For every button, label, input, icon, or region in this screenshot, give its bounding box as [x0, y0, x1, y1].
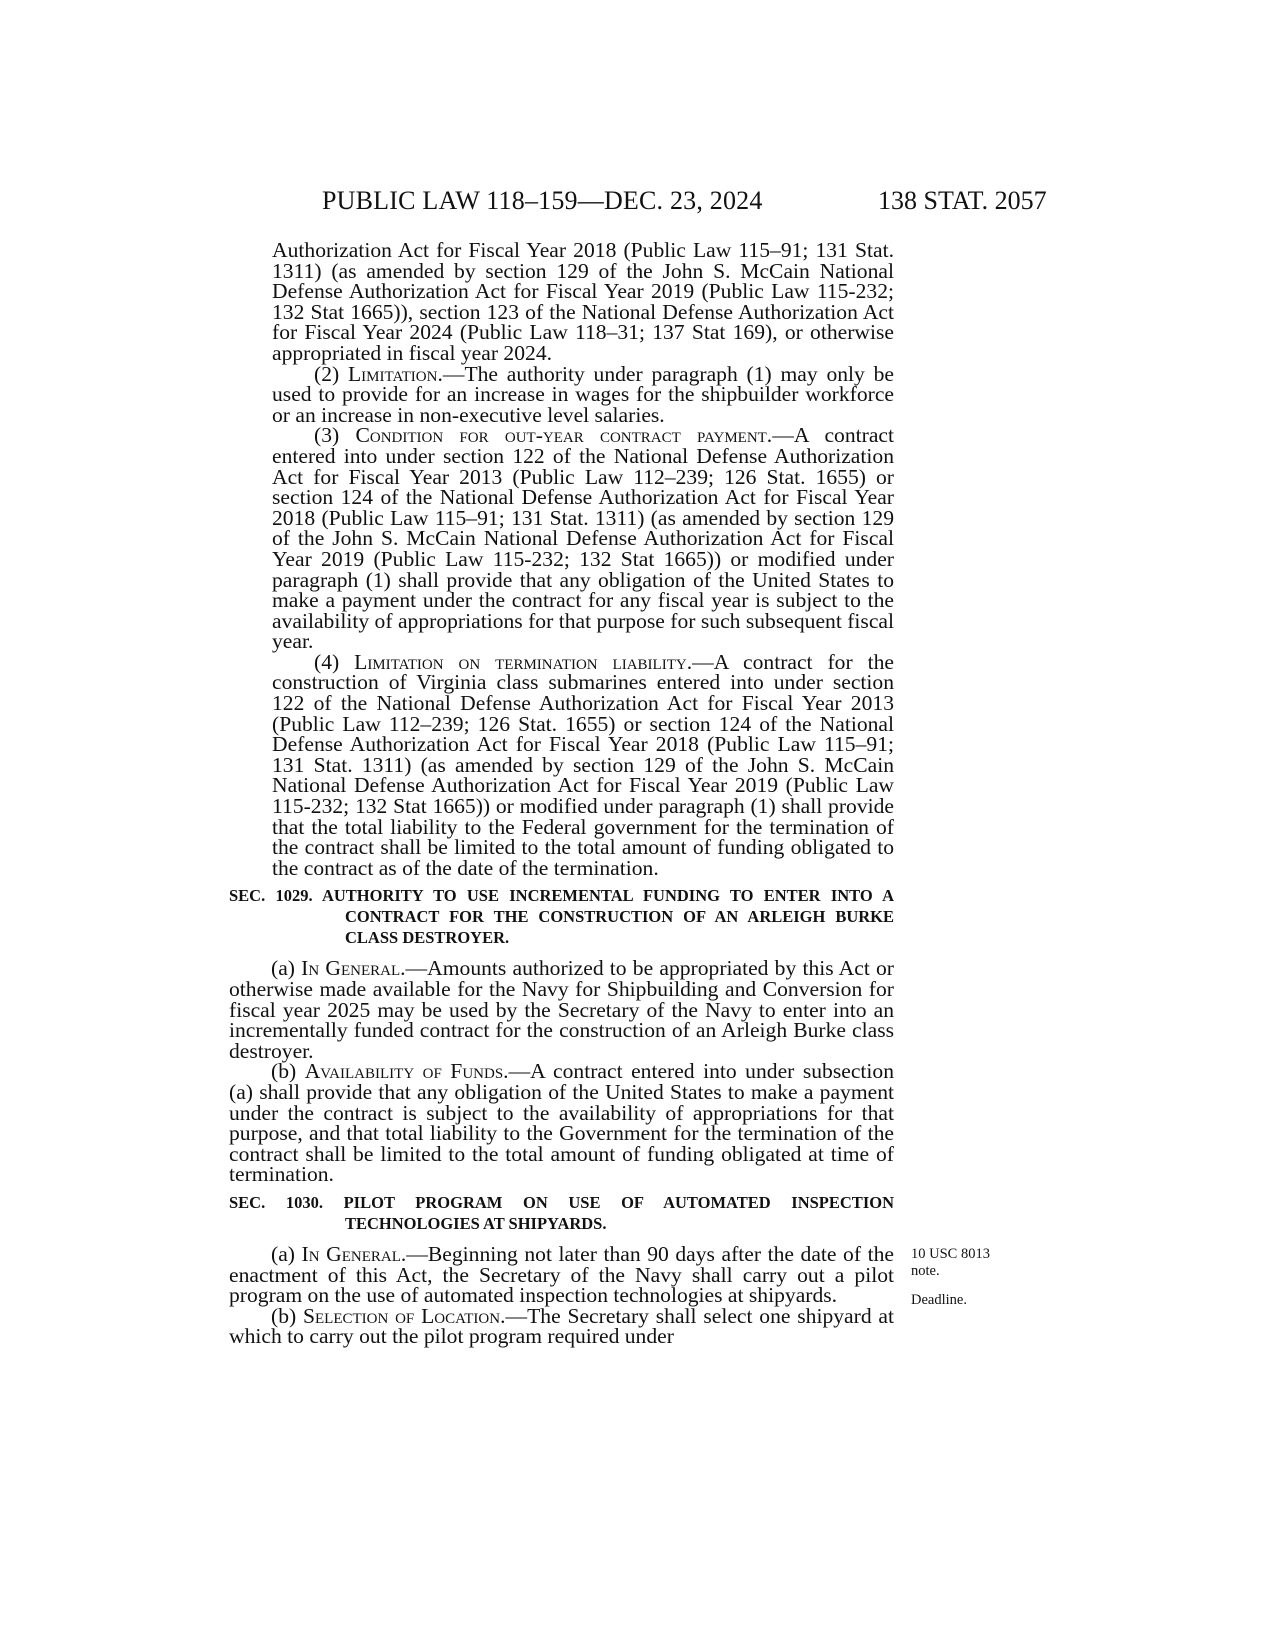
section-1029-a-text: —Amounts authorized to be appropriated by this Act or otherwise made available for the Navy for Shipbuilding and Conversion for fiscal year 2025 may be used by the Secretary of the Navy to enter into an incrementally funded contract for the construction of an Arleigh Burke class destroyer.	[229, 956, 894, 1063]
paragraph-3	[229, 425, 894, 652]
running-head-title: PUBLIC LAW 118–159—DEC. 23, 2024	[322, 186, 763, 215]
section-1029-a-heading: In General.	[301, 956, 406, 981]
paragraph-3-number: (3)	[314, 423, 340, 448]
deadline-note: Deadline.	[911, 1292, 967, 1308]
section-1030-b-heading: Selection of Location.	[302, 1303, 506, 1328]
page-header	[0, 186, 1275, 222]
page-body	[229, 240, 894, 1347]
section-1030-b-number: (b)	[271, 1303, 297, 1328]
paragraph-3-heading: Condition for out-year contract payment.	[355, 423, 773, 448]
section-1030-subsection-a	[229, 1241, 894, 1308]
continuation-paragraph: Authorization Act for Fiscal Year 2018 (Public Law 115–91; 131 Stat. 1311) (as amended by section 129 of the John S. McCain National Defense Authorization Act for Fiscal Year 2019 (Public Law 115-232; 132 Stat 1665)), section 123 of the National Defense Authorization Act for Fiscal Year 2024 (Public Law 118–31; 137 Stat 169), or otherwise appropriated in fiscal year 2024.	[272, 238, 894, 365]
usc-citation-note	[911, 1246, 1021, 1280]
section-1030-a-heading: In General.	[301, 1241, 407, 1266]
section-1029-b-number: (b)	[271, 1059, 297, 1084]
paragraph-3-text: —A contract entered into under section 122 of the National Defense Authorization Act for Fiscal Year 2013 (Public Law 112–239; 126 Stat. 1655) or section 124 of the National Defense Authorization Act for Fiscal Year 2018 (Public Law 115–91; 131 Stat. 1311) (as amended by section 129 of the John S. McCain National Defense Authorization Act for Fiscal Year 2019 (Public Law 115-232; 132 Stat 1665)) or modified under paragraph (1) shall provide that any obligation of the United States to make a payment under the contract for any fiscal year is subject to the availability of appropriations for that purpose for such subsequent fiscal year.	[272, 423, 895, 654]
section-1029-a-number: (a)	[271, 956, 295, 981]
section-1029-subsection-a	[229, 958, 894, 1061]
usc-citation-line-2: note.	[911, 1263, 940, 1279]
section-1029-b-text: —A contract entered into under subsection (a) shall provide that any obligation of the United States to make a payment under the contract is subject to the availability of appropriations for that purpose, and that total liability to the Government for the termination of the contract shall be limited to the total amount of funding obligated at time of termination.	[229, 1059, 894, 1187]
section-1030-a-number: (a)	[271, 1241, 295, 1266]
section-1029-heading: SEC. 1029. AUTHORITY TO USE INCREMENTAL FUNDING TO ENTER INTO A CONTRACT FOR THE CONSTRUCTION OF AN ARLEIGH BURKE CLASS DESTROYER.	[229, 886, 894, 948]
usc-citation-line-1: 10 USC 8013	[911, 1246, 990, 1262]
paragraph-2-number: (2)	[314, 361, 340, 386]
section-1030-heading: SEC. 1030. PILOT PROGRAM ON USE OF AUTOMATED INSPECTION TECHNOLOGIES AT SHIPYARDS.	[229, 1192, 894, 1233]
paragraph-2-text: —The authority under paragraph (1) may only be used to provide for an increase in wages for the shipbuilder workforce or an increase in non-executive level salaries.	[272, 361, 894, 427]
section-1029-subsection-b	[229, 1061, 894, 1185]
section-1029-b-heading: Availability of Funds.	[304, 1059, 509, 1084]
stat-page-number: 138 STAT. 2057	[878, 186, 1047, 215]
paragraph-4-heading: Limitation on termination liability.	[354, 649, 693, 674]
paragraph-4-number: (4)	[314, 649, 340, 674]
section-1030-b-text: —The Secretary shall select one shipyard at which to carry out the pilot program required under	[229, 1303, 895, 1349]
section-1030-a-text: —Beginning not later than 90 days after the date of the enactment of this Act, the Secretary of the Navy shall carry out a pilot program on the use of automated inspection technologies at shipyards.	[229, 1241, 894, 1308]
paragraph-4	[229, 649, 894, 880]
section-1030-subsection-b	[229, 1303, 895, 1349]
paragraph-2-heading: Limitation.	[347, 361, 443, 386]
paragraph-2	[229, 361, 894, 427]
paragraph-4-text: —A contract for the construction of Virginia class submarines entered into under section 122 of the National Defense Authorization Act for Fiscal Year 2013 (Public Law 112–239; 126 Stat. 1655) or section 124 of the National Defense Authorization Act for Fiscal Year 2018 (Public Law 115–91; 131 Stat. 1311) (as amended by section 129 of the John S. McCain National Defense Authorization Act for Fiscal Year 2019 (Public Law 115-232; 132 Stat 1665)) or modified under paragraph (1) shall provide that the total liability to the Federal government for the termination of the contract shall be limited to the total amount of funding obligated to the contract as of the date of the termination.	[272, 649, 894, 880]
